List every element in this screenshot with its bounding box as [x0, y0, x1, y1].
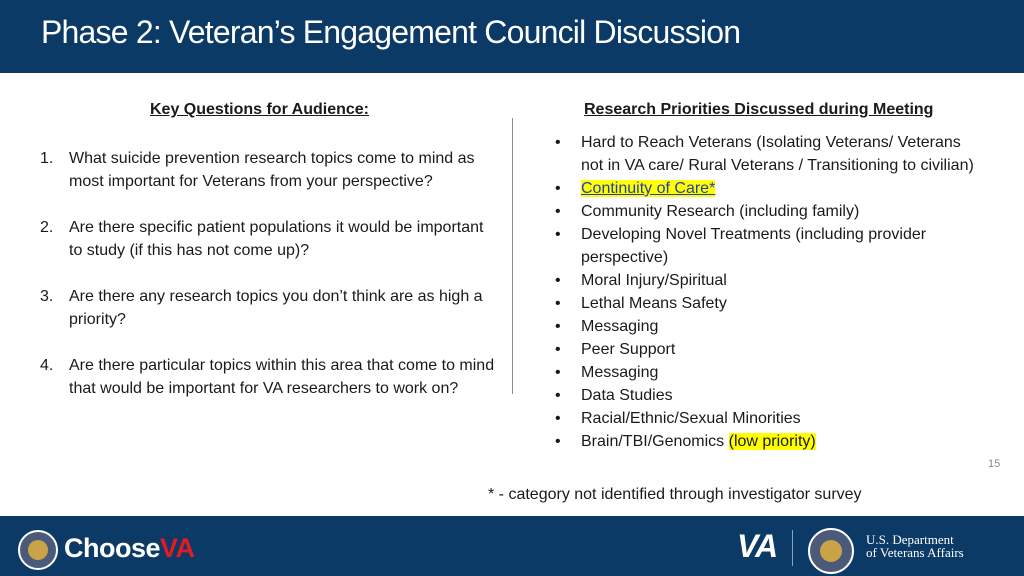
choose-logo-text: Choose [64, 533, 161, 563]
question-number: 1. [40, 150, 54, 167]
column-divider [512, 118, 513, 394]
priority-item [555, 407, 975, 430]
question-text: Are there particular topics within this area that come to mind that would be important for VA researchers to work on? [69, 357, 495, 397]
choose-logo-accent: VA [160, 533, 195, 563]
question-text: Are there any research topics you don’t think are as high a priority? [69, 288, 483, 328]
question-number: 3. [40, 288, 54, 305]
question-item [40, 354, 500, 400]
question-text: Are there specific patient populations it would be important to study (if this has not come up)? [69, 219, 484, 259]
bullet-glyph: • [555, 318, 561, 335]
footnote: * - category not identified through investigator survey [488, 486, 862, 503]
bullet-glyph: • [555, 364, 561, 381]
priorities-list [555, 131, 975, 453]
bullet-glyph: • [555, 226, 561, 243]
department-name-line1: U.S. Department [866, 532, 954, 547]
priority-item [555, 338, 975, 361]
question-item [40, 147, 500, 193]
question-number: 2. [40, 219, 54, 236]
bullet-glyph: • [555, 180, 561, 197]
questions-heading: Key Questions for Audience: [150, 101, 369, 118]
priority-text: Hard to Reach Veterans (Isolating Veterans/ Veterans not in VA care/ Rural Veterans / Transitioning to civilian) [581, 134, 974, 174]
header-bar [0, 0, 1024, 73]
priority-item [555, 223, 975, 269]
priority-item [555, 361, 975, 384]
priority-item [555, 430, 975, 453]
priority-text: Lethal Means Safety [581, 295, 727, 312]
low-priority-note: (low priority) [728, 433, 816, 450]
priority-text-highlighted: Continuity of Care* [581, 180, 716, 197]
priority-text: Moral Injury/Spiritual [581, 272, 727, 289]
question-number: 4. [40, 357, 54, 374]
priority-text: Data Studies [581, 387, 673, 404]
va-logo: VA [737, 528, 778, 564]
priority-text: Messaging [581, 364, 659, 381]
bullet-glyph: • [555, 272, 561, 289]
bullet-glyph: • [555, 410, 561, 427]
priority-item [555, 384, 975, 407]
bullet-glyph: • [555, 433, 561, 450]
bullet-glyph: • [555, 295, 561, 312]
priority-text: Brain/TBI/Genomics [581, 433, 729, 450]
page-number: 15 [988, 458, 1001, 470]
questions-list [40, 147, 500, 423]
question-text: What suicide prevention research topics come to mind as most important for Veterans from your perspective? [69, 150, 475, 190]
priority-text: Community Research (including family) [581, 203, 860, 220]
department-seal-icon [808, 528, 854, 574]
footer-divider [792, 530, 793, 566]
department-name [866, 533, 996, 559]
page-title: Phase 2: Veteran’s Engagement Council Discussion [41, 14, 741, 50]
priority-text: Messaging [581, 318, 659, 335]
priority-item [555, 131, 975, 177]
priority-item [555, 269, 975, 292]
va-seal-icon [18, 530, 58, 570]
question-item [40, 285, 500, 331]
priority-item [555, 200, 975, 223]
priorities-heading: Research Priorities Discussed during Meeting [584, 101, 934, 118]
bullet-glyph: • [555, 134, 561, 151]
priority-item [555, 292, 975, 315]
question-item [40, 216, 500, 262]
bullet-glyph: • [555, 387, 561, 404]
priority-item [555, 315, 975, 338]
bullet-glyph: • [555, 203, 561, 220]
priority-text: Developing Novel Treatments (including provider perspective) [581, 226, 927, 266]
priority-item [555, 177, 975, 200]
bullet-glyph: • [555, 341, 561, 358]
priority-text: Racial/Ethnic/Sexual Minorities [581, 410, 801, 427]
choose-va-logo [64, 533, 195, 564]
department-name-line2: of Veterans Affairs [866, 545, 964, 560]
priority-text: Peer Support [581, 341, 676, 358]
